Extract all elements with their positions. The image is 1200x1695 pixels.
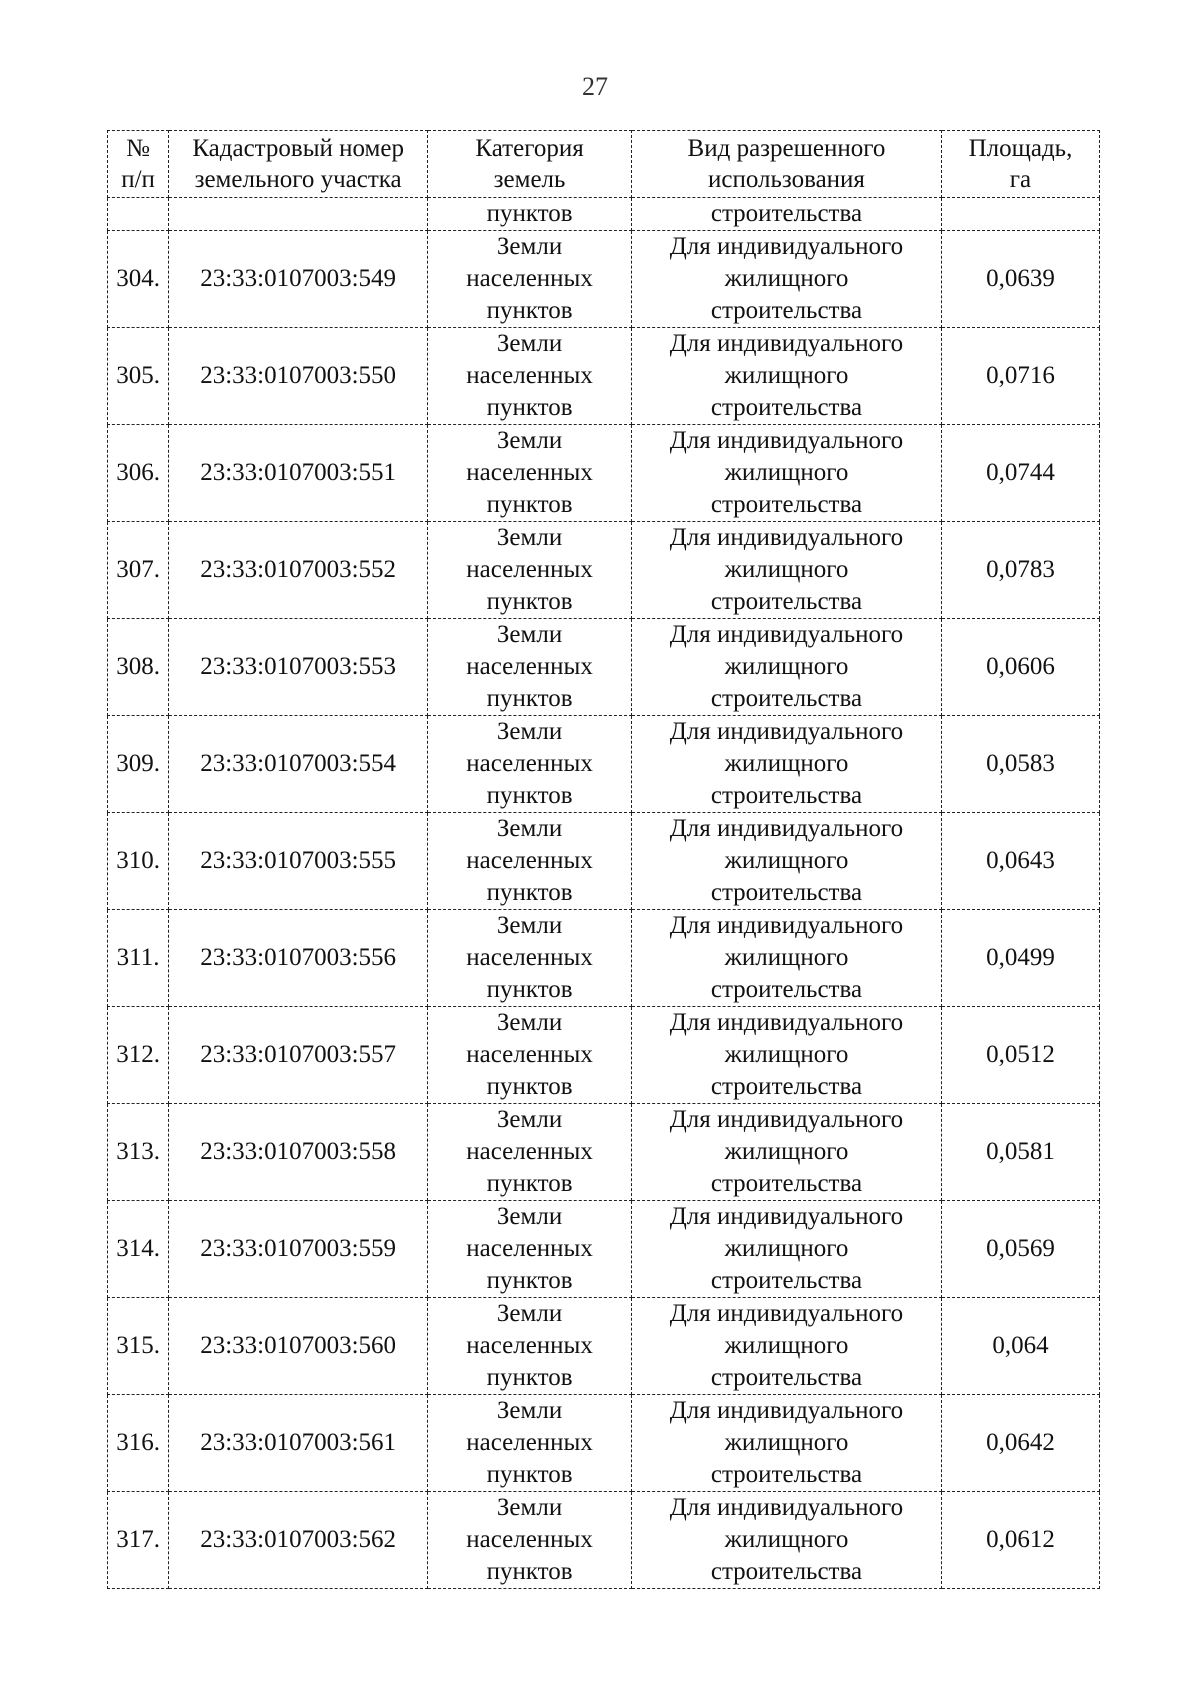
cell-line: Земли [496, 330, 563, 357]
header-line: Категория [475, 135, 584, 162]
permitted-use [632, 716, 942, 813]
area-value: 0,0612 [941, 1492, 1099, 1589]
cell-line: населенных [466, 362, 593, 389]
cadastral-number: 23:33:0107003:556 [169, 910, 428, 1007]
cell-line: населенных [466, 847, 593, 874]
area-value: 0,064 [941, 1298, 1099, 1395]
header-cadastral-number [169, 131, 428, 198]
cell-line: строительства [710, 1267, 863, 1294]
row-number: 311. [108, 910, 169, 1007]
cadastral-number: 23:33:0107003:549 [169, 231, 428, 328]
table-row [108, 1201, 1100, 1298]
cell-line: Земли [496, 1494, 563, 1521]
row-number: 316. [108, 1395, 169, 1492]
cell-line: населенных [466, 944, 593, 971]
continuation-cell [941, 198, 1099, 231]
continuation-category: пунктов [428, 198, 632, 231]
cell-line: Для индивидуального [669, 1300, 904, 1327]
cell-line: жилищного [724, 1429, 849, 1456]
header-number [108, 131, 169, 198]
cell-line: Для индивидуального [669, 330, 904, 357]
land-parcels-table [107, 130, 1100, 1589]
cell-line: строительства [710, 1461, 863, 1488]
permitted-use [632, 1492, 942, 1589]
cell-line: Для индивидуального [669, 1106, 904, 1133]
permitted-use [632, 619, 942, 716]
header-land-category [428, 131, 632, 198]
permitted-use [632, 425, 942, 522]
row-number: 309. [108, 716, 169, 813]
land-category [428, 1492, 632, 1589]
permitted-use [632, 1395, 942, 1492]
cadastral-number: 23:33:0107003:554 [169, 716, 428, 813]
cadastral-number: 23:33:0107003:558 [169, 1104, 428, 1201]
area-value: 0,0783 [941, 522, 1099, 619]
cell-line: населенных [466, 265, 593, 292]
cell-line: пунктов [486, 685, 573, 712]
cell-line: Для индивидуального [669, 1203, 904, 1230]
cell-line: жилищного [724, 750, 849, 777]
cell-line: Для индивидуального [669, 427, 904, 454]
row-number: 313. [108, 1104, 169, 1201]
cell-line: пунктов [486, 491, 573, 518]
cell-line: населенных [466, 1041, 593, 1068]
area-value: 0,0744 [941, 425, 1099, 522]
row-number: 308. [108, 619, 169, 716]
cell-line: пунктов [486, 1170, 573, 1197]
cell-line: Земли [496, 1300, 563, 1327]
cell-line: жилищного [724, 1235, 849, 1262]
land-category [428, 716, 632, 813]
cell-line: Для индивидуального [669, 1009, 904, 1036]
cell-line: населенных [466, 556, 593, 583]
cell-line: пунктов [486, 879, 573, 906]
cell-line: жилищного [724, 1138, 849, 1165]
cell-line: Земли [496, 912, 563, 939]
cell-line: Для индивидуального [669, 524, 904, 551]
cadastral-number: 23:33:0107003:550 [169, 328, 428, 425]
cell-line: Земли [496, 1203, 563, 1230]
cell-line: строительства [710, 1364, 863, 1391]
permitted-use [632, 231, 942, 328]
continuation-cell [169, 198, 428, 231]
cadastral-number: 23:33:0107003:555 [169, 813, 428, 910]
table-row [108, 328, 1100, 425]
header-line: использования [707, 166, 865, 193]
row-number: 312. [108, 1007, 169, 1104]
table-row [108, 716, 1100, 813]
land-category [428, 522, 632, 619]
table-row [108, 522, 1100, 619]
area-value: 0,0583 [941, 716, 1099, 813]
cell-line: Земли [496, 1397, 563, 1424]
cadastral-number: 23:33:0107003:562 [169, 1492, 428, 1589]
page-number: 27 [582, 72, 608, 101]
cell-line: населенных [466, 1235, 593, 1262]
cell-line: строительства [710, 297, 863, 324]
area-value: 0,0569 [941, 1201, 1099, 1298]
permitted-use [632, 328, 942, 425]
cadastral-number: 23:33:0107003:551 [169, 425, 428, 522]
permitted-use [632, 1007, 942, 1104]
area-value: 0,0499 [941, 910, 1099, 1007]
row-number: 307. [108, 522, 169, 619]
cell-line: населенных [466, 1332, 593, 1359]
cell-line: Для индивидуального [669, 718, 904, 745]
area-value: 0,0639 [941, 231, 1099, 328]
header-line: Площадь, [968, 135, 1073, 162]
header-line: земель [493, 166, 566, 193]
cell-line: жилищного [724, 265, 849, 292]
header-line: № [126, 135, 150, 162]
area-value: 0,0716 [941, 328, 1099, 425]
cell-line: жилищного [724, 847, 849, 874]
cell-line: пунктов [486, 782, 573, 809]
table-row [108, 813, 1100, 910]
continuation-use: строительства [632, 198, 942, 231]
cadastral-number: 23:33:0107003:553 [169, 619, 428, 716]
cell-line: жилищного [724, 944, 849, 971]
cell-line: жилищного [724, 1041, 849, 1068]
cell-line: Земли [496, 621, 563, 648]
cadastral-number: 23:33:0107003:557 [169, 1007, 428, 1104]
cadastral-number: 23:33:0107003:561 [169, 1395, 428, 1492]
header-area [941, 131, 1099, 198]
table-row [108, 1007, 1100, 1104]
cell-line: пунктов [486, 588, 573, 615]
cell-line: строительства [710, 1073, 863, 1100]
land-category [428, 1298, 632, 1395]
cell-line: Земли [496, 1009, 563, 1036]
header-line: Кадастровый номер [192, 135, 404, 162]
permitted-use [632, 522, 942, 619]
land-category [428, 328, 632, 425]
row-number: 305. [108, 328, 169, 425]
cell-line: Земли [496, 1106, 563, 1133]
cell-line: Земли [496, 427, 563, 454]
cell-line: населенных [466, 1138, 593, 1165]
row-number: 317. [108, 1492, 169, 1589]
table-row [108, 619, 1100, 716]
cell-line: строительства [710, 879, 863, 906]
cell-line: пунктов [486, 976, 573, 1003]
header-permitted-use [632, 131, 942, 198]
cell-line: населенных [466, 750, 593, 777]
cell-line: строительства [710, 685, 863, 712]
land-category [428, 231, 632, 328]
cell-line: населенных [466, 1429, 593, 1456]
table-row [108, 910, 1100, 1007]
area-value: 0,0512 [941, 1007, 1099, 1104]
land-category [428, 1104, 632, 1201]
table-row [108, 1298, 1100, 1395]
cell-line: Для индивидуального [669, 233, 904, 260]
row-number: 310. [108, 813, 169, 910]
table-row [108, 1104, 1100, 1201]
header-line: п/п [121, 166, 155, 193]
table-row [108, 1492, 1100, 1589]
cell-line: Для индивидуального [669, 912, 904, 939]
land-category [428, 425, 632, 522]
cell-line: пунктов [486, 1267, 573, 1294]
row-number: 304. [108, 231, 169, 328]
row-number: 306. [108, 425, 169, 522]
cell-line: населенных [466, 459, 593, 486]
land-category [428, 1395, 632, 1492]
area-value: 0,0606 [941, 619, 1099, 716]
permitted-use [632, 1104, 942, 1201]
cell-line: строительства [710, 394, 863, 421]
cell-line: строительства [710, 491, 863, 518]
cell-line: населенных [466, 653, 593, 680]
cadastral-number: 23:33:0107003:552 [169, 522, 428, 619]
land-category [428, 1201, 632, 1298]
permitted-use [632, 1201, 942, 1298]
table-row [108, 1395, 1100, 1492]
cell-line: пунктов [486, 1558, 573, 1585]
cell-line: строительства [710, 1558, 863, 1585]
cell-line: жилищного [724, 459, 849, 486]
cell-line: строительства [710, 588, 863, 615]
header-row [108, 131, 1100, 198]
row-number: 315. [108, 1298, 169, 1395]
cadastral-number: 23:33:0107003:560 [169, 1298, 428, 1395]
cell-line: строительства [710, 976, 863, 1003]
cell-line: жилищного [724, 1332, 849, 1359]
continuation-cell [108, 198, 169, 231]
row-number: 314. [108, 1201, 169, 1298]
cell-line: пунктов [486, 297, 573, 324]
permitted-use [632, 1298, 942, 1395]
cell-line: Земли [496, 233, 563, 260]
cell-line: Земли [496, 815, 563, 842]
cell-line: строительства [710, 782, 863, 809]
cell-line: Для индивидуального [669, 1397, 904, 1424]
cell-line: Для индивидуального [669, 621, 904, 648]
cell-line: жилищного [724, 1526, 849, 1553]
cell-line: жилищного [724, 556, 849, 583]
area-value: 0,0643 [941, 813, 1099, 910]
land-category [428, 910, 632, 1007]
cell-line: жилищного [724, 653, 849, 680]
header-line: Вид разрешенного [687, 135, 886, 162]
permitted-use [632, 910, 942, 1007]
cell-line: жилищного [724, 362, 849, 389]
cell-line: пунктов [486, 394, 573, 421]
cell-line: Для индивидуального [669, 1494, 904, 1521]
land-category [428, 1007, 632, 1104]
cell-line: Для индивидуального [669, 815, 904, 842]
cell-line: населенных [466, 1526, 593, 1553]
land-category [428, 813, 632, 910]
header-line: га [1009, 166, 1032, 193]
cell-line: Земли [496, 718, 563, 745]
cell-line: пунктов [486, 1461, 573, 1488]
area-value: 0,0581 [941, 1104, 1099, 1201]
cell-line: Земли [496, 524, 563, 551]
cell-line: пунктов [486, 1364, 573, 1391]
cell-line: пунктов [486, 1073, 573, 1100]
table-row [108, 425, 1100, 522]
continuation-row [108, 198, 1100, 231]
table-row [108, 231, 1100, 328]
land-category [428, 619, 632, 716]
cadastral-number: 23:33:0107003:559 [169, 1201, 428, 1298]
permitted-use [632, 813, 942, 910]
header-line: земельного участка [194, 166, 402, 193]
area-value: 0,0642 [941, 1395, 1099, 1492]
cell-line: строительства [710, 1170, 863, 1197]
